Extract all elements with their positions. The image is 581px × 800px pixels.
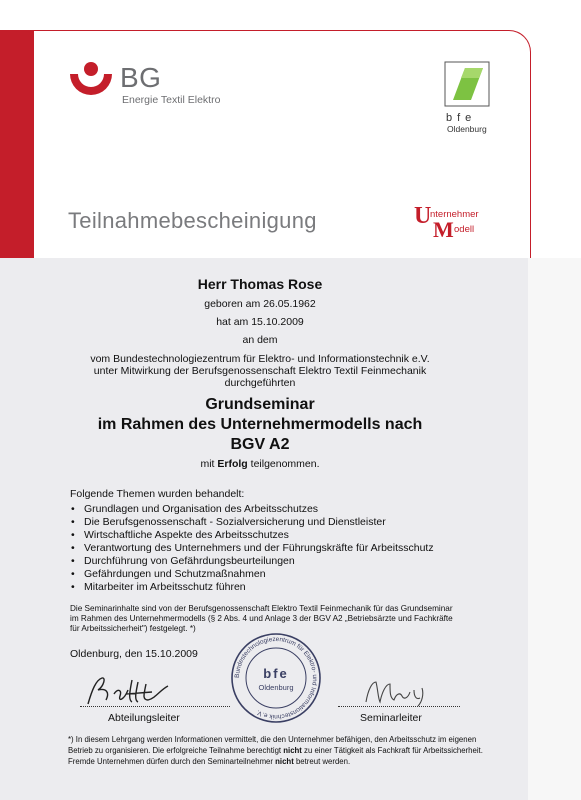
birth-date: geboren am 26.05.1962 <box>204 298 316 310</box>
bg-logo <box>68 60 221 110</box>
seminar-leader-signature <box>362 676 442 708</box>
unternehmermodell-logo <box>414 203 504 243</box>
bfe-logo-city: Oldenburg <box>447 124 487 134</box>
department-head-signature-line <box>80 706 230 707</box>
footnote-line-2-bold: nicht <box>283 746 302 755</box>
um-logo-letter-u: U <box>414 203 432 229</box>
svg-text:Bundestechnologiezentrum für E: Bundestechnologiezentrum für Elektro- und Informationstechnik e.V. <box>233 635 319 721</box>
result-text <box>60 458 460 470</box>
organizer-line-1: vom Bundestechnologiezentrum für Elektro- und Informationstechnik e.V. <box>90 353 430 365</box>
list-item: • Gefährdungen und Schutzmaßnahmen <box>70 568 434 581</box>
um-logo-letter-m: M <box>433 217 454 242</box>
footnote-line-3-post: betreut werden. <box>293 757 351 766</box>
footnote-line-2 <box>68 745 483 756</box>
place-date: Oldenburg, den 15.10.2009 <box>70 648 198 660</box>
seminar-leader-label: Seminarleiter <box>360 712 422 724</box>
course-title-line-3: BGV A2 <box>230 436 290 453</box>
legal-line-2: im Rahmen des Unternehmermodells (§ 2 Abs. 4 und Anlage 3 der BGV A2 „Betriebsärzte und Fachkräfte <box>70 614 453 623</box>
result-post: teilgenommen. <box>247 458 320 470</box>
department-head-signature <box>82 672 192 708</box>
list-item: • Grundlagen und Organisation des Arbeitsschutzes <box>70 503 434 516</box>
red-side-strip <box>0 30 34 258</box>
list-item: • Die Berufsgenossenschaft - Sozialversicherung und Dienstleister <box>70 516 434 529</box>
footnote-line-2-pre: Betrieb zu organisieren. Die erfolgreiche Teilnahme berechtigt <box>68 746 284 755</box>
bg-logo-subtitle: Energie Textil Elektro <box>122 94 221 106</box>
list-item: • Durchführung von Gefährdungsbeurteilungen <box>70 555 434 568</box>
list-item: • Verantwortung des Unternehmers und der Führungskräfte für Arbeitsschutz <box>70 542 434 555</box>
topics-list <box>70 503 434 594</box>
organizer-line-2: unter Mitwirkung der Berufsgenossenschaft Elektro Textil Feinmechanik <box>93 365 427 377</box>
an-dem-text: an dem <box>242 334 278 346</box>
course-title-line-1: Grundseminar <box>205 396 315 413</box>
bg-emblem-icon <box>68 60 114 100</box>
page-edge <box>528 258 581 800</box>
result-bold: Erfolg <box>217 458 248 470</box>
um-logo-bottom-text: odell <box>454 224 475 235</box>
list-item: • Mitarbeiter im Arbeitsschutz führen <box>70 581 434 594</box>
legal-line-3: für Arbeitssicherheit") festgelegt. *) <box>70 624 196 633</box>
organizer-line-3: durchgeführten <box>224 377 296 389</box>
footnote-line-3 <box>68 756 483 767</box>
official-stamp <box>230 632 322 724</box>
footnote-line-3-bold: nicht <box>275 757 294 766</box>
course-title-line-2: im Rahmen des Unternehmermodells nach <box>97 416 423 433</box>
bfe-emblem-icon <box>443 60 493 110</box>
bfe-logo-letters: bfe <box>446 112 477 124</box>
seminar-leader-signature-line <box>338 706 460 707</box>
footnote-line-2-post: zu einer Tätigkeit als Fachkraft für Arbeitssicherheit. <box>301 746 483 755</box>
attendance-date: hat am 15.10.2009 <box>216 316 304 328</box>
bfe-logo <box>443 60 495 140</box>
list-item: • Wirtschaftliche Aspekte des Arbeitsschutzes <box>70 529 434 542</box>
document-title: Teilnahmebescheinigung <box>68 208 317 233</box>
svg-text:Oldenburg: Oldenburg <box>258 683 294 692</box>
recipient-name: Herr Thomas Rose <box>197 276 323 292</box>
topics-intro: Folgende Themen wurden behandelt: <box>70 488 245 500</box>
svg-text:bfe: bfe <box>263 666 289 681</box>
um-logo-top-text: nternehmer <box>430 209 479 220</box>
footnote <box>68 734 483 767</box>
result-pre: mit <box>200 458 218 470</box>
footnote-line-3-pre: Fremde Unternehmen dürfen durch den Seminarteilnehmer <box>68 757 276 766</box>
department-head-label: Abteilungsleiter <box>108 712 180 724</box>
bg-logo-letters: BG <box>120 62 162 93</box>
legal-line-1: Die Seminarinhalte sind von der Berufsgenossenschaft Elektro Textil Feinmechanik für das Grundseminar <box>70 604 453 613</box>
footnote-line-1: *) In diesem Lehrgang werden Informationen vermittelt, die den Unternehmer befähigen, den Arbeitsschutz im eigenen <box>68 735 477 744</box>
